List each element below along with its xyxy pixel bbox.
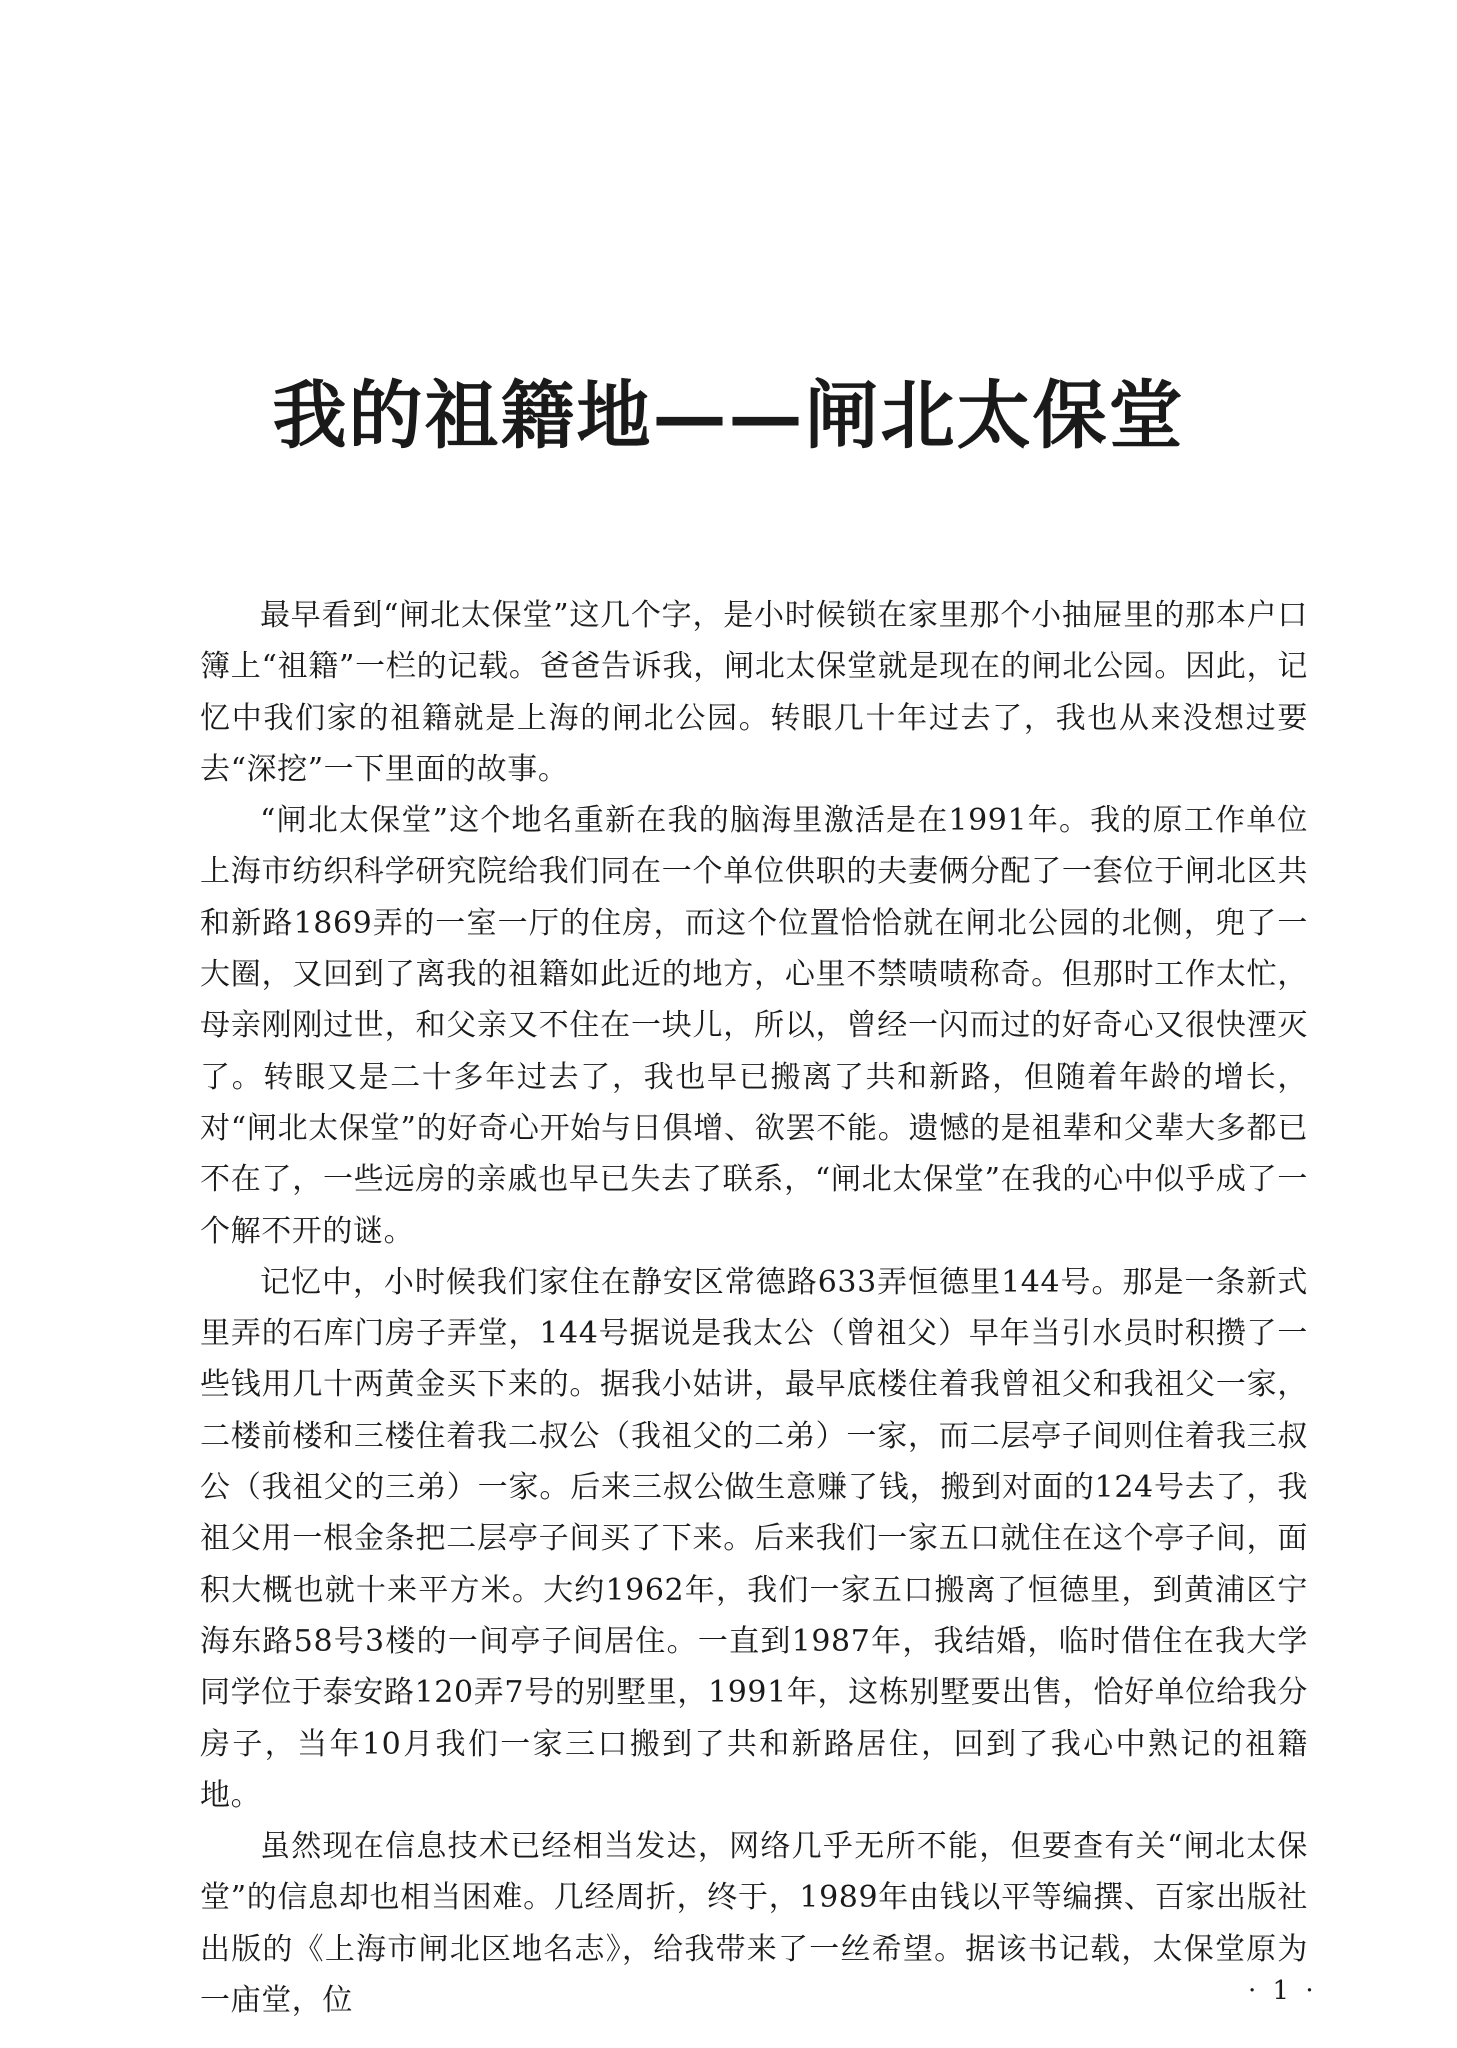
paragraph-2: “闸北太保堂”这个地名重新在我的脑海里激活是在1991年。我的原工作单位上海市纺织科学研究院给我们同在一个单位供职的夫妻俩分配了一套位于闸北区共和新路1869弄的一室一厅的住房，而这个位置恰恰就在闸北公园的北侧，兜了一大圈，又回到了离我的祖籍如此近的地方，心里不禁啧啧称奇。但那时工作太忙，母亲刚刚过世，和父亲又不住在一块儿，所以，曾经一闪而过的好奇心又很快湮灭了。转眼又是二十多年过去了，我也早已搬离了共和新路，但随着年龄的增长，对“闸北太保堂”的好奇心开始与日俱增、欲罢不能。遗憾的是祖辈和父辈大多都已不在了，一些远房的亲戚也早已失去了联系，“闸北太保堂”在我的心中似乎成了一个解不开的谜。 (200, 803, 1308, 1249)
page-title: 我的祖籍地——闸北太保堂 (272, 373, 1185, 459)
body-text (200, 590, 1308, 2026)
paragraph-1: 最早看到“闸北太保堂”这几个字，是小时候锁在家里那个小抽屉里的那本户口簿上“祖籍”一栏的记载。爸爸告诉我，闸北太保堂就是现在的闸北公园。因此，记忆中我们家的祖籍就是上海的闸北公园。转眼几十年过去了，我也从来没想过要去“深挖”一下里面的故事。 (200, 598, 1308, 787)
page-number: · 1 · (1248, 1976, 1318, 2006)
paragraph-3: 记忆中，小时候我们家住在静安区常德路633弄恒德里144号。那是一条新式里弄的石库门房子弄堂，144号据说是我太公（曾祖父）早年当引水员时积攒了一些钱用几十两黄金买下来的。据我小姑讲，最早底楼住着我曾祖父和我祖父一家，二楼前楼和三楼住着我二叔公（我祖父的二弟）一家，而二层亭子间则住着我三叔公（我祖父的三弟）一家。后来三叔公做生意赚了钱，搬到对面的124号去了，我祖父用一根金条把二层亭子间买了下来。后来我们一家五口就住在这个亭子间，面积大概也就十来平方米。大约1962年，我们一家五口搬离了恒德里，到黄浦区宁海东路58号3楼的一间亭子间居住。一直到1987年，我结婚，临时借住在我大学同学位于泰安路120弄7号的别墅里，1991年，这栋别墅要出售，恰好单位给我分房子，当年10月我们一家三口搬到了共和新路居住，回到了我心中熟记的祖籍地。 (200, 1264, 1308, 1813)
paragraph-4: 虽然现在信息技术已经相当发达，网络几乎无所不能，但要查有关“闸北太保堂”的信息却也相当困难。几经周折，终于，1989年由钱以平等编撰、百家出版社出版的《上海市闸北区地名志》，给我带来了一丝希望。据该书记载，太保堂原为一庙堂，位 (200, 1829, 1308, 2019)
